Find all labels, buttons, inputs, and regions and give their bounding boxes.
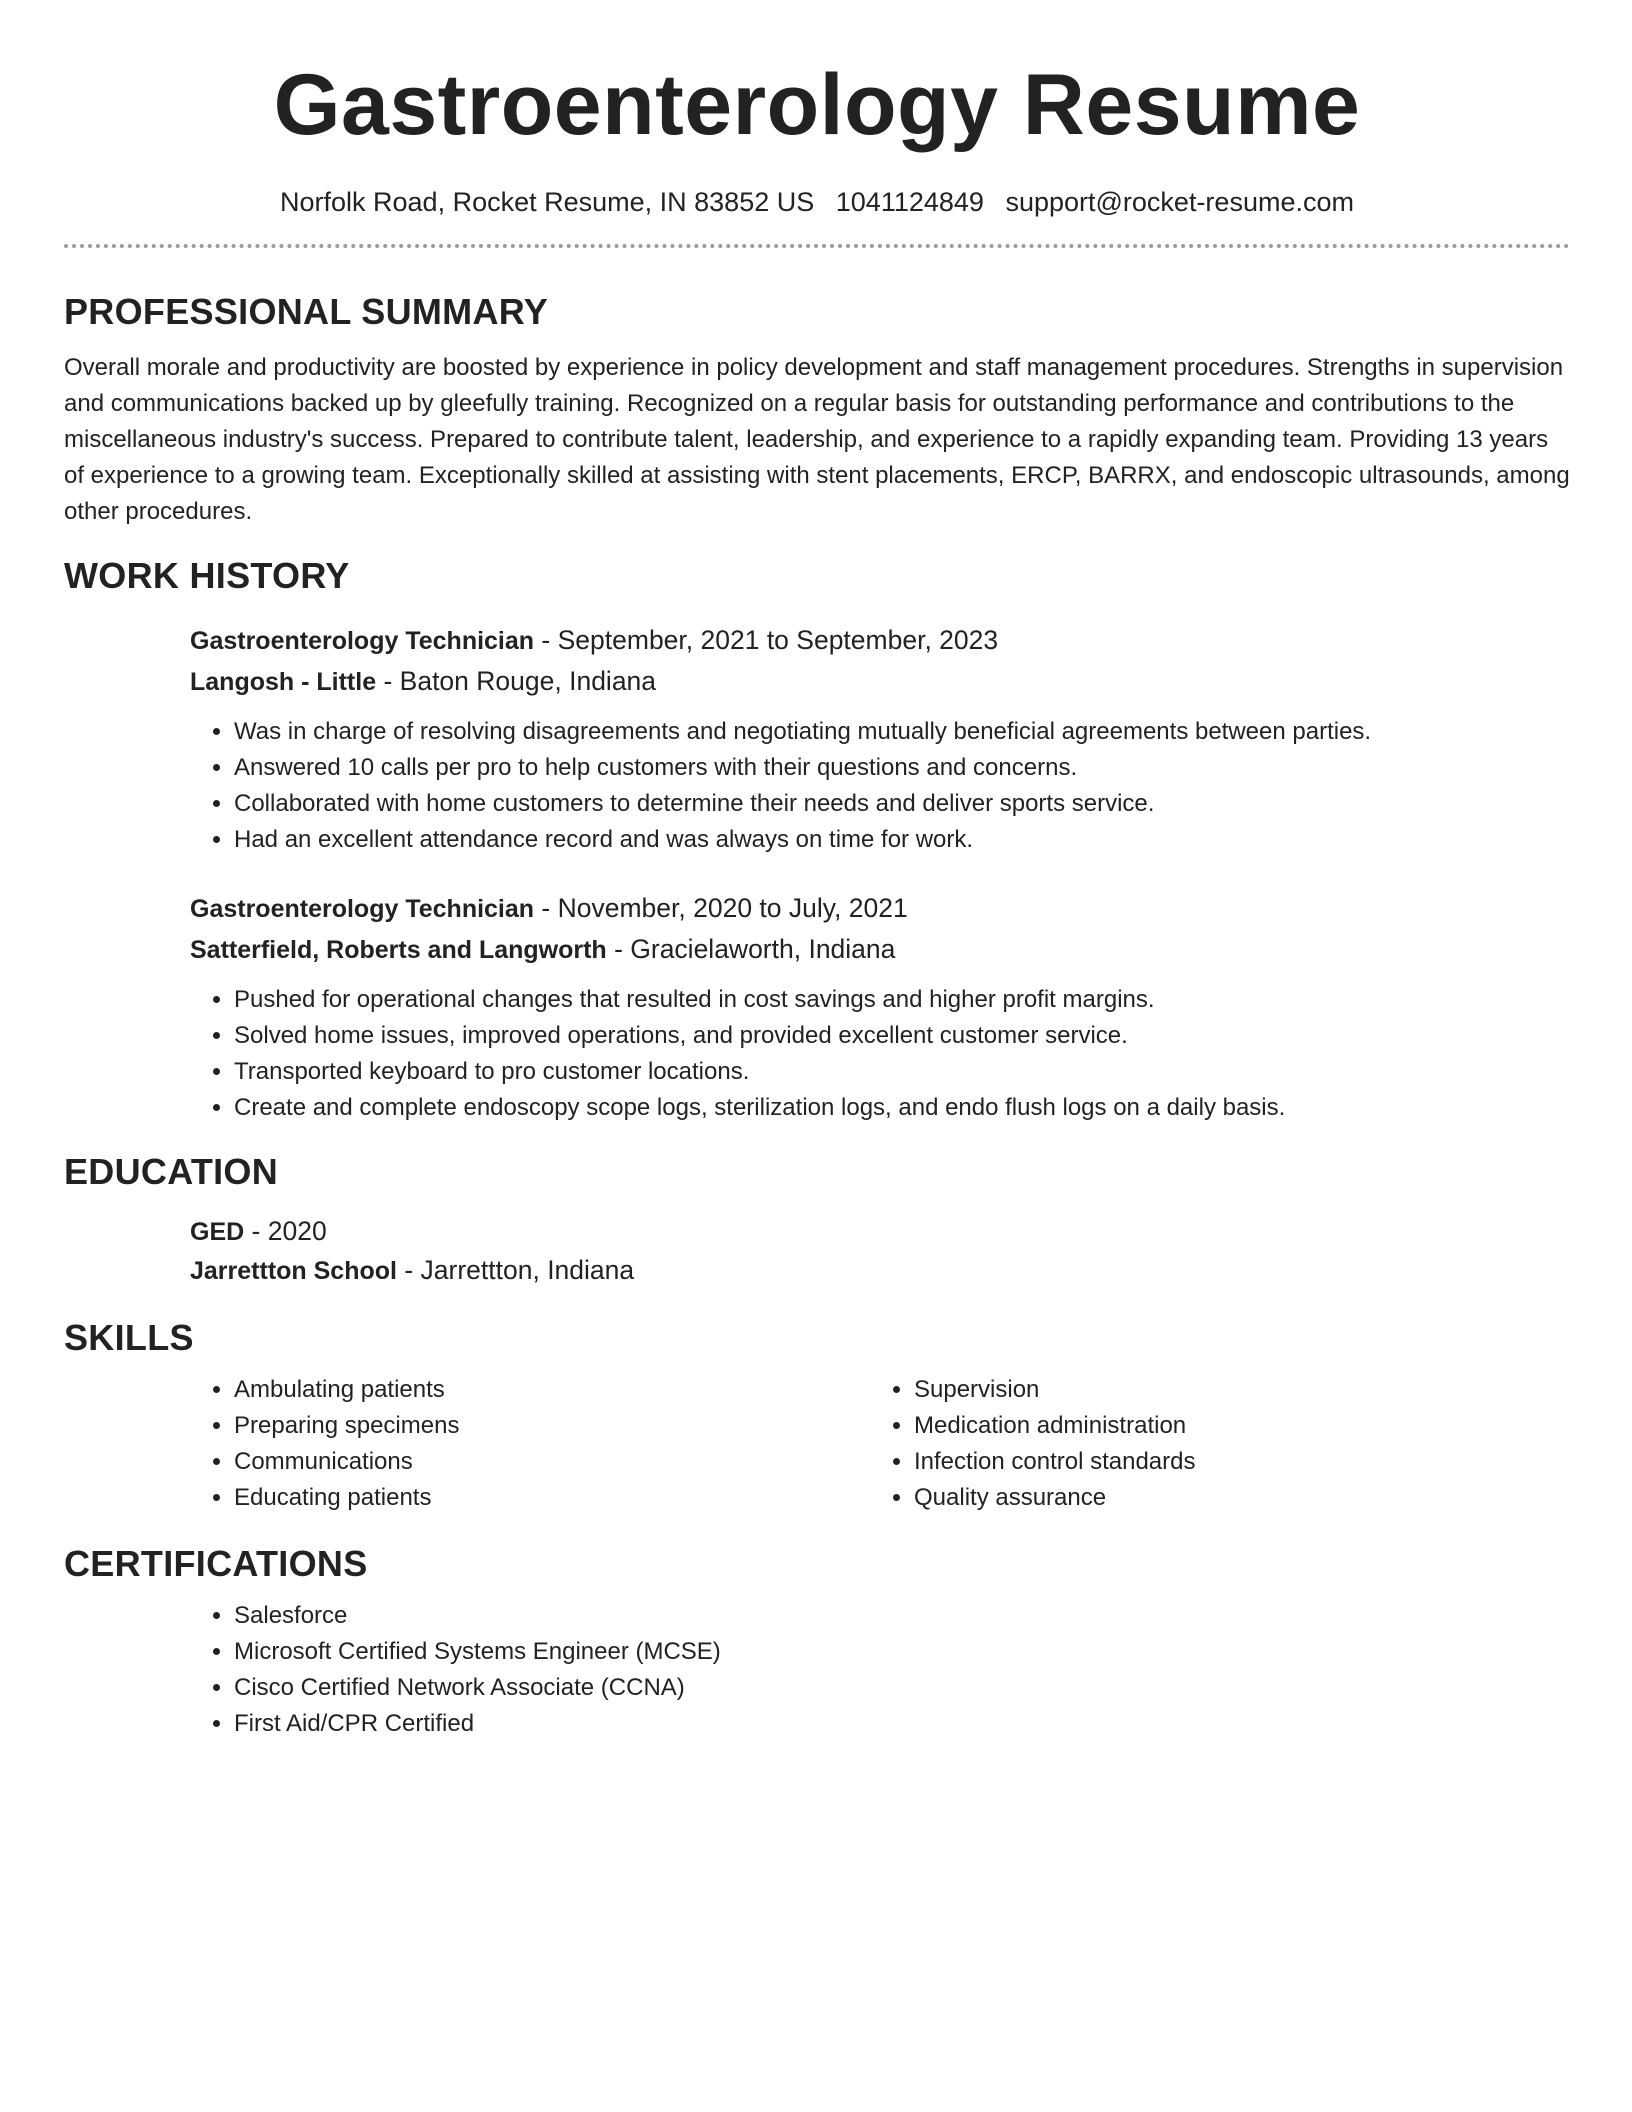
work-history-section [64,554,1570,1126]
contact-phone: 1041124849 [835,187,984,217]
skill-item: • Ambulating patients [234,1372,870,1408]
job-bullet: • Had an excellent attendance record and was always on time for work. [234,822,1570,858]
skills-column-left [190,1372,870,1516]
job-dates: - September, 2021 to September, 2023 [534,625,999,655]
education-entry [190,1212,1570,1290]
education-year: - 2020 [244,1216,327,1246]
certifications-list [190,1598,1570,1742]
job-bullets [190,714,1570,858]
job-bullet: • Was in charge of resolving disagreements and negotiating mutually beneficial agreements between parties. [234,714,1570,750]
certification-item: • First Aid/CPR Certified [234,1706,1570,1742]
summary-text: Overall morale and productivity are boosted by experience in policy development and staff management procedures. Strengths in supervision and communications backed up by gleefully training. Recognized on a regular basis for outstanding performance and contributions to the miscellaneous industry's success. Prepared to contribute talent, leadership, and experience to a rapidly expanding team. Providing 13 years of experience to a growing team. Exceptionally skilled at assisting with stent placements, ERCP, BARRX, and endoscopic ultrasounds, among other procedures. [64,354,1570,525]
skills-column-right [870,1372,1550,1516]
skill-item: • Educating patients [234,1480,870,1516]
job-bullet: • Transported keyboard to pro customer locations. [234,1054,1570,1090]
job-title-line [190,620,1570,661]
skills-list-right [870,1372,1550,1516]
skill-item: • Quality assurance [914,1480,1550,1516]
job-company-line [190,929,1570,970]
education-heading: EDUCATION [64,1151,279,1192]
contact-email: support@rocket-resume.com [1005,187,1354,217]
contact-line [64,182,1570,222]
job-company-line [190,661,1570,702]
job-entry [190,620,1570,858]
skill-item: • Preparing specimens [234,1408,870,1444]
skill-item: • Infection control standards [914,1444,1550,1480]
job-role: Gastroenterology Technician [190,895,535,923]
summary-heading: PROFESSIONAL SUMMARY [64,291,549,332]
education-school: Jarrettton School [190,1257,397,1285]
education-section [64,1150,1570,1290]
skill-item: • Supervision [914,1372,1550,1408]
job-bullet: • Collaborated with home customers to determine their needs and deliver sports service. [234,786,1570,822]
certification-item: • Microsoft Certified Systems Engineer (MCSE) [234,1634,1570,1670]
summary-section [64,290,1570,530]
skills-list-left [190,1372,870,1516]
job-entry [190,888,1570,1126]
job-company: Langosh - Little [190,668,377,696]
job-location: - Gracielaworth, Indiana [606,934,896,964]
skills-section [64,1316,1570,1516]
certification-item: • Salesforce [234,1598,1570,1634]
education-location: - Jarrettton, Indiana [396,1255,635,1285]
job-bullet: • Answered 10 calls per pro to help customers with their questions and concerns. [234,750,1570,786]
work-history-heading: WORK HISTORY [64,555,350,596]
skills-heading: SKILLS [64,1317,194,1358]
certifications-entry [190,1598,1570,1742]
job-dates: - November, 2020 to July, 2021 [534,893,908,923]
skills-grid [190,1372,1570,1516]
skill-item: • Communications [234,1444,870,1480]
job-location: - Baton Rouge, Indiana [376,666,657,696]
certifications-section [64,1542,1570,1742]
certification-item: • Cisco Certified Network Associate (CCNA) [234,1670,1570,1706]
education-degree: GED [190,1218,245,1246]
header-divider [64,244,1570,248]
job-bullet: • Pushed for operational changes that resulted in cost savings and higher profit margins. [234,982,1570,1018]
contact-address: Norfolk Road, Rocket Resume, IN 83852 US [280,187,815,217]
job-bullet: • Solved home issues, improved operations, and provided excellent customer service. [234,1018,1570,1054]
job-bullet: • Create and complete endoscopy scope logs, sterilization logs, and endo flush logs on a daily basis. [234,1090,1570,1126]
education-school-line [190,1251,1570,1290]
job-role: Gastroenterology Technician [190,627,535,655]
resume-name: Gastroenterology Resume [273,57,1361,153]
skill-item: • Medication administration [914,1408,1550,1444]
certifications-heading: CERTIFICATIONS [64,1543,368,1584]
job-company: Satterfield, Roberts and Langworth [190,936,607,964]
job-title-line [190,888,1570,929]
resume-page [64,0,1570,1742]
job-bullets [190,982,1570,1126]
education-degree-line [190,1212,1570,1251]
